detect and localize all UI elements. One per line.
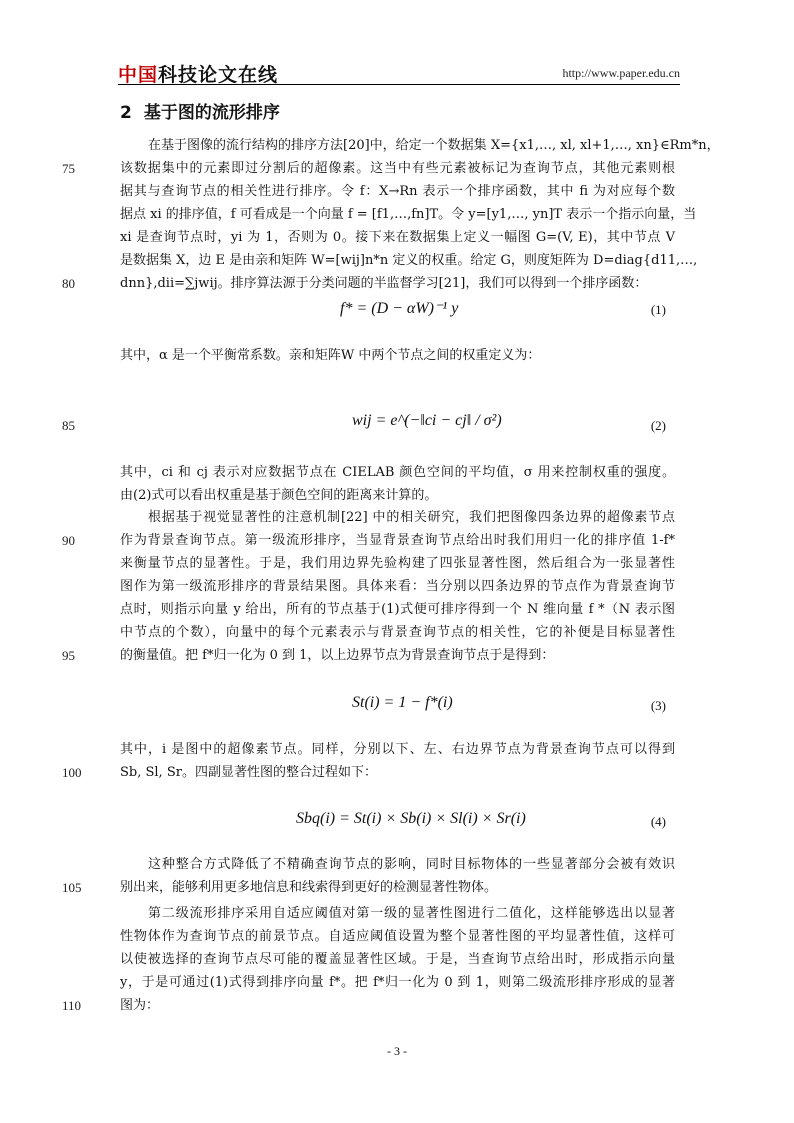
- text-line: 据其与查询节点的相关性进行排序。令 f：X→Rn 表示一个排序函数，其中 fi 为对应每个数: [120, 184, 675, 199]
- text-line: 以使被选择的查询节点尽可能的覆盖显著性区域。于是，当查询节点给出时，形成指示向量: [120, 952, 675, 967]
- text-line: 性物体作为查询节点的前景节点。自适应阈值设置为整个显著性图的平均显著性值，这样可: [120, 929, 675, 944]
- section-title: [120, 98, 280, 123]
- equation-number: (4): [650, 814, 666, 829]
- text-line: 在基于图像的流行结构的排序方法[20]中，给定一个数据集 X={x1,…, xl, xl+1,…, xn}∈Rm*n，: [148, 138, 720, 153]
- line-number: 90: [62, 533, 75, 548]
- text-line: 该数据集中的元素即过分割后的超像素。这当中有些元素被标记为查询节点，其他元素则根: [120, 161, 675, 176]
- header-rule: [118, 84, 680, 85]
- text-line: 点时，则指示向量 y 给出，所有的节点基于(1)式便可排序得到一个 N 维向量 f *（N 表示图: [120, 602, 675, 617]
- page-number: - 3 -: [387, 1044, 407, 1058]
- line-number: 100: [62, 765, 82, 780]
- equation-1: f* = (D − αW)⁻¹ y: [340, 300, 459, 317]
- text-line: y，于是可通过(1)式得到排序向量 f*。把 f*归一化为 0 到 1，则第二级流形排序形成的显著: [120, 975, 675, 990]
- text-line: 的衡量值。把 f*归一化为 0 到 1，以上边界节点为背景查询节点于是得到：: [120, 648, 555, 663]
- text-line: dnn},dii=∑jwij。排序算法源于分类问题的半监督学习[21]，我们可以得到一个排序函数：: [120, 276, 648, 291]
- section-number: 2: [120, 103, 132, 123]
- text-line: Sb, Sl, Sr。四副显著性图的整合过程如下：: [120, 765, 377, 780]
- equation-4: Sbq(i) = St(i) × Sb(i) × Sl(i) × Sr(i): [296, 810, 526, 827]
- equation-number: (3): [650, 698, 666, 713]
- equation-number: (2): [650, 418, 666, 433]
- section-title-text: 基于图的流形排序: [143, 103, 280, 123]
- journal-logo: 中国科技论文在线: [118, 64, 279, 86]
- text-line: 来衡量节点的显著性。于是，我们用边界先验构建了四张显著性图，然后组合为一张显著性: [120, 556, 675, 571]
- line-number: 110: [62, 998, 82, 1013]
- text-line: xi 是查询节点时，yi 为 1，否则为 0。接下来在数据集上定义一幅图 G=(V, E)，其中节点 V: [120, 230, 675, 245]
- text-line: 是数据集 X，边 E 是由亲和矩阵 W=[wij]n*n 定义的权重。给定 G，则度矩阵为 D=diag{d11,…,: [120, 253, 698, 268]
- text-line: 中节点的个数），向量中的每个元素表示与背景查询节点的相关性，它的补便是目标显著性: [120, 625, 675, 640]
- line-number: 85: [62, 418, 75, 433]
- text-line: 别出来，能够利用更多地信息和线索得到更好的检测显著性物体。: [120, 880, 498, 895]
- text-line: 第二级流形排序采用自适应阈值对第一级的显著性图进行二值化，这样能够选出以显著: [148, 906, 675, 921]
- line-number: 95: [62, 648, 75, 663]
- text-line: 据点 xi 的排序值，f 可看成是一个向量 f = [f1,…,fn]T。令 y=[y1,…, yn]T 表示一个指示向量，当: [120, 207, 697, 222]
- text-line: 其中，ci 和 cj 表示对应数据节点在 CIELAB 颜色空间的平均值，σ 用来控制权重的强度。: [120, 465, 675, 480]
- line-number: 105: [62, 880, 82, 895]
- text-line: 图为：: [120, 998, 160, 1013]
- equation-3: St(i) = 1 − f*(i): [352, 694, 453, 711]
- text-line: 由(2)式可以看出权重是基于颜色空间的距离来计算的。: [120, 488, 438, 503]
- text-line: 作为背景查询节点。第一级流形排序，当显背景查询节点给出时我们用归一化的排序值 1-f*: [120, 533, 675, 548]
- text-line: 其中，α 是一个平衡常系数。亲和矩阵W 中两个节点之间的权重定义为：: [120, 348, 541, 363]
- text-line: 图作为第一级流形排序的背景结果图。具体来看：当分别以四条边界的节点作为背景查询节: [120, 579, 675, 594]
- header-url: http://www.paper.edu.cn: [562, 66, 680, 80]
- line-number: 75: [62, 161, 75, 176]
- equation-2: wij = e^(−‖ci − cj‖ / σ²): [352, 412, 502, 429]
- line-number: 80: [62, 276, 75, 291]
- text-line: 这种整合方式降低了不精确查询节点的影响，同时目标物体的一些显著部分会被有效识: [148, 857, 675, 872]
- text-line: 其中，i 是图中的超像素节点。同样，分别以下、左、右边界节点为背景查询节点可以得到: [120, 742, 675, 757]
- text-line: 根据基于视觉显著性的注意机制[22] 中的相关研究，我们把图像四条边界的超像素节点: [148, 510, 675, 525]
- equation-number: (1): [650, 302, 666, 317]
